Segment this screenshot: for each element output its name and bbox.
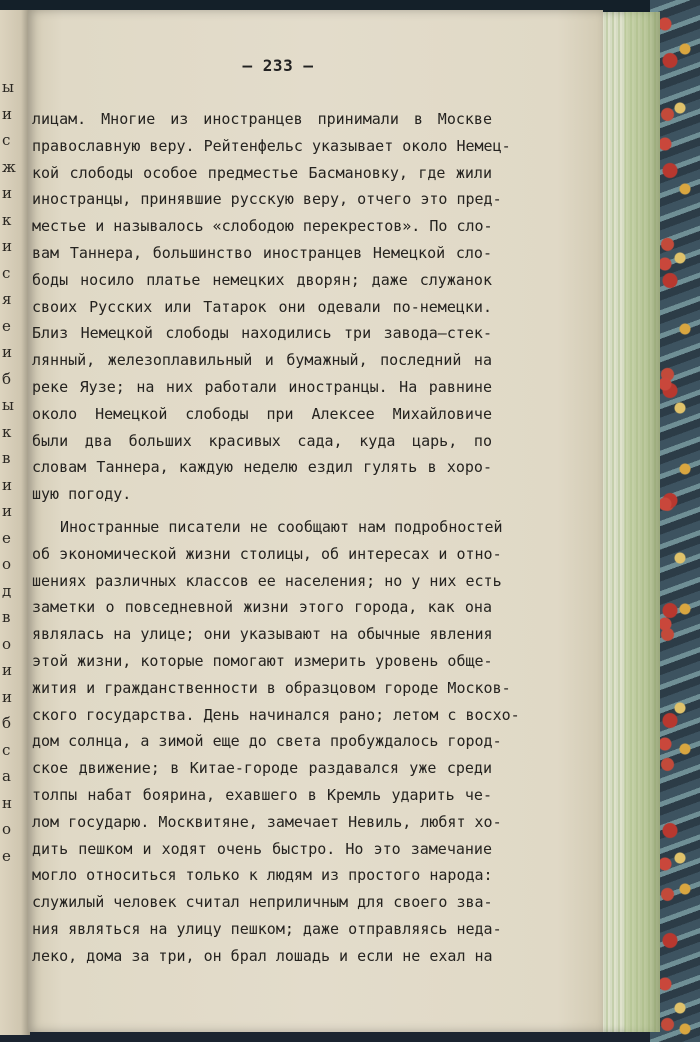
left-page-fragment: а (2, 769, 11, 784)
left-page-fragment: с (2, 742, 11, 758)
left-facing-page (0, 10, 30, 1035)
left-page-fragment: н (2, 795, 12, 811)
left-page-fragment: к (2, 424, 12, 440)
left-page-fragment: о (2, 557, 12, 572)
text-line: словам Таннера, каждую неделю ездил гулять в хоро- (32, 458, 492, 477)
text-line: Близ Немецкой слободы находились три завода—стек- (32, 324, 492, 343)
text-line: шую погоду. (32, 485, 132, 504)
left-page-fragment: и (2, 345, 12, 360)
left-page-fragment: и (2, 106, 12, 122)
left-page-fragment: и (2, 689, 12, 705)
text-line: жития и гражданственности в образцовом городе Москов- (32, 678, 511, 697)
left-page-fragment: ы (2, 398, 14, 413)
left-page-fragment: с (2, 265, 11, 281)
left-page-fragment: е (2, 530, 11, 546)
text-line: этой жизни, которые помогают измерить уровень обще- (32, 651, 493, 670)
left-page-fragment: с (2, 133, 11, 148)
text-line: кой слободы особое предместье Басмановку, где жили (32, 163, 492, 182)
text-line: православную веру. Рейтенфельс указывает около Немец- (32, 136, 511, 155)
text-line: могло относиться только к людям из простого народа: (32, 866, 493, 885)
text-line: являлась на улице; они указывают на обычные явления (32, 625, 493, 644)
text-line: Иностранные писатели не сообщают нам подробностей (60, 517, 503, 536)
text-line: толпы набат боярина, ехавшего в Кремль ударить че- (32, 785, 492, 804)
left-page-fragment: о (2, 636, 12, 652)
text-line: служилый человек считал неприличным для своего зва- (32, 893, 493, 912)
left-page-fragment: е (2, 318, 11, 334)
page-text (32, 106, 520, 970)
left-page-fragment: б (2, 371, 12, 387)
left-page-fragment: ж (2, 159, 16, 175)
left-page-fragment: и (2, 239, 12, 254)
text-line: леко, дома за три, он брал лошадь и если не ехал на (32, 946, 493, 965)
left-page-fragment: в (2, 610, 11, 625)
left-page-fragment: ы (2, 80, 14, 95)
left-page-fragment: и (2, 504, 12, 519)
text-line: об экономической жизни столицы, об интересах и отно- (32, 544, 502, 563)
book-page (28, 10, 603, 1032)
text-line: дом солнца, а зимой еще до света пробуждалось город- (32, 732, 502, 751)
text-line: реке Яузе; на них работали иностранцы. На равнине (32, 377, 492, 396)
text-line: своих Русских или Татарок они одевали по-немецки. (32, 297, 492, 316)
text-line: около Немецкой слободы при Алексее Михайловиче (32, 404, 492, 423)
text-line: боды носило платье немецких дворян; даже служанок (32, 270, 492, 289)
page-number: — 233 — (242, 56, 314, 75)
text-line: иностранцы, принявшие русскую веру, отчего это пред- (32, 190, 502, 209)
left-page-fragment: о (2, 822, 12, 837)
left-page-fragment: б (2, 716, 12, 731)
text-line: ния являться на улицу пешком; даже отправляясь неда- (32, 919, 502, 938)
text-line: местье и называлось «слободою перекрестов». По сло- (32, 217, 493, 236)
left-page-fragment: в (2, 451, 11, 466)
left-page-fragment: и (2, 477, 12, 493)
text-line: лом государю. Москвитяне, замечает Невиль, любят хо- (32, 812, 502, 831)
left-page-fragment: к (2, 212, 12, 228)
text-line: дить пешком и ходят очень быстро. Но это замечание (32, 839, 492, 858)
text-line: лицам. Многие из иностранцев принимали в Москве (32, 110, 492, 128)
text-line: шениях различных классов ее населения; но у них есть (32, 571, 502, 590)
left-page-fragment: и (2, 663, 12, 678)
left-page-fragment: д (2, 583, 12, 599)
text-line: заметки о повседневной жизни этого города, как она (32, 598, 492, 617)
text-line: были два больших красивых сада, куда царь, по (32, 431, 492, 450)
left-page-fragment: и (2, 186, 12, 201)
text-line: ское движение; в Китае-городе раздавался уже среди (32, 759, 492, 778)
text-line: ского государства. День начинался рано; летом с восхо- (32, 705, 520, 724)
text-line: вам Таннера, большинство иностранцев Немецкой сло- (32, 243, 492, 262)
left-page-fragment: я (2, 292, 12, 307)
page-edges-tint (625, 12, 660, 1032)
left-page-fragment: е (2, 848, 11, 864)
text-line: лянный, железоплавильный и бумажный, последний на (32, 351, 492, 370)
